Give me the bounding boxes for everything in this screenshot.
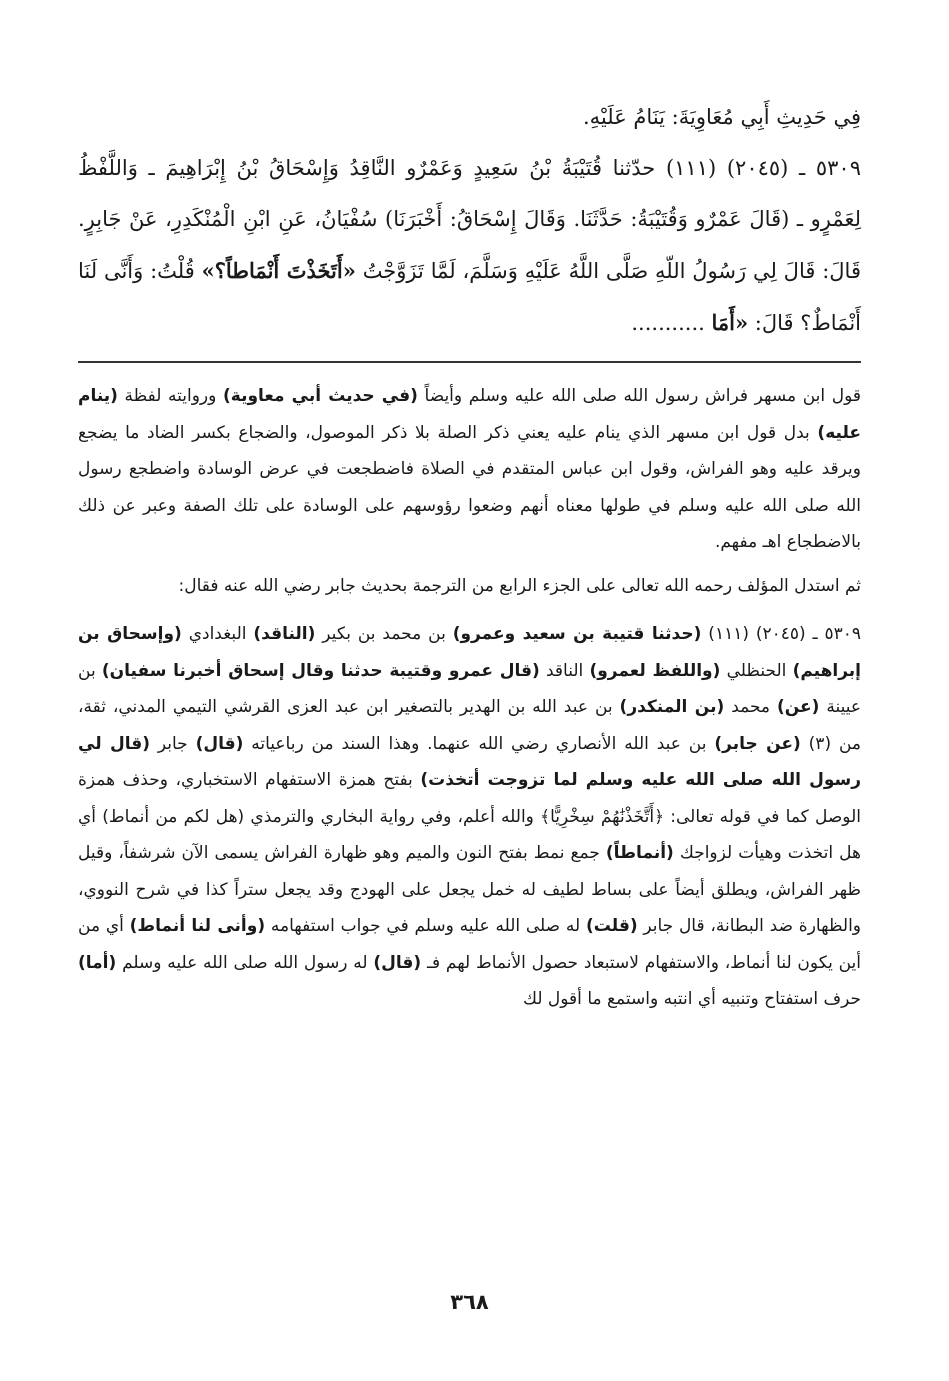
commentary-block — [78, 378, 861, 1018]
text-segment: قول ابن مسهر فراش رسول الله صلى الله عليه وسلم وأيضاً — [417, 386, 861, 406]
hadith-bold-quote-2: «أَمَا — [711, 310, 749, 335]
bold-segment: (قال) — [195, 733, 244, 754]
hadith-intro-line: فِي حَدِيثِ أَبِي مُعَاوِيَةَ: يَنَامُ عَلَيْهِ. — [582, 105, 861, 129]
hadith-ellipsis: ........... — [631, 311, 712, 335]
text-segment: الحنظلي — [720, 660, 793, 681]
bold-segment: (وأنى لنا أنماط) — [129, 916, 266, 936]
bold-segment: (قال لي رسول الله صلى الله عليه وسلم لما تزوجت أتخذت) — [78, 733, 861, 790]
commentary-paragraph-2 — [78, 568, 861, 605]
hadith-text-b: قُلْتُ: وَأَنَّى لَنَا أَنْمَاطٌ؟ قَالَ: — [78, 259, 861, 335]
text-segment: بن عبد الله بن الهدير بالتصغير ابن عبد العزى القرشي التيمي المدني، ثقة، من (٣) — [78, 697, 861, 754]
text-segment: حرف استفتاح وتنبيه أي انتبه واستمع ما أقول لك — [523, 989, 861, 1009]
bold-segment: (الناقد) — [253, 624, 316, 644]
bold-segment: (قال عمرو وقتيبة حدثنا وقال إسحاق أخبرنا سفيان) — [101, 660, 540, 681]
bold-segment: (قال) — [373, 952, 422, 973]
text-segment: له رسول الله صلى الله عليه وسلم — [116, 952, 374, 973]
text-segment: جابر — [150, 733, 196, 754]
hadith-paragraph — [78, 143, 861, 349]
text-segment: بدل قول ابن مسهر الذي ينام عليه يعني ذكر الصلة بلا ذكر الموصول، والضجاع بكسر الضاد ما يضجع ويرقد عليه وهو الفراش، وقول ابن عباس المتقدم في الصلاة فاضطجعت في عرض الوسادة واضطجع رسول الله صلى الله عليه وسلم في طولها معناه أنهم وضعوا رؤوسهم على الوسادة على تلك الصفة وعبر عن ذلك بالاضطجاع اهـ مفهم. — [78, 422, 861, 552]
text-segment: محمد — [724, 697, 777, 717]
text-segment: بن عيينة — [78, 660, 861, 717]
bold-segment: (وإسحاق بن إبراهيم) — [78, 624, 862, 681]
bold-segment: (عن) — [776, 697, 820, 717]
text-segment: الناقد — [539, 660, 590, 681]
text-segment: بن محمد بن بكير — [315, 624, 453, 644]
page-number: ٣٦٨ — [450, 1290, 489, 1314]
bold-segment: (أنماطاً) — [605, 843, 674, 863]
commentary-paragraph-1 — [78, 378, 861, 561]
bold-segment: (بن المنكدر) — [619, 697, 725, 717]
text-segment: ٥٣٠٩ ـ (٢٠٤٥) (١١١) — [701, 624, 861, 644]
bold-segment: (حدثنا قتيبة بن سعيد وعمرو) — [452, 624, 702, 644]
bold-segment: (واللفظ لعمرو) — [589, 660, 721, 681]
hadith-bold-quote-1: «أَتَخَذْتَ أَنْمَاطاً؟» — [201, 258, 356, 283]
book-page — [78, 0, 861, 1381]
bold-segment: (عن جابر) — [714, 733, 801, 754]
hadith-text-block — [78, 92, 861, 349]
hadith-text-a: ٥٣٠٩ ـ (٢٠٤٥) (١١١) حدّثنا قُتَيْبَةُ بْنُ سَعِيدٍ وَعَمْرٌو النَّاقِدُ وَإِسْحَاقُ بْنُ إِبْرَاهِيمَ ـ وَاللَّفْظُ لِعَمْرٍو ـ (قَالَ عَمْرٌو وَقُتَيْبَةُ: حَدَّثَنَا. وَقَالَ إِسْحَاقُ: أَخْبَرَنَا) سُفْيَانُ، عَنِ ابْنِ الْمُنْكَدِرِ، عَنْ جَابِرٍ. قَالَ: قَالَ لِي رَسُولُ اللّهِ صَلَّى اللَّهُ عَلَيْهِ وَسَلَّمَ، لَمَّا تَزَوَّجْتُ — [78, 156, 861, 283]
bold-segment: (قلت) — [585, 916, 638, 936]
text-segment: جمع نمط بفتح النون والميم وهو ظهارة الفراش يسمى الآن شرشفاً، وقيل ظهر الفراش، ويطلق أيضاً على بساط لطيف له خمل يجعل على الهودج وقد يجعل ستراً كذا في شرح النووي، والظهارة ضد البطانة، قال جابر — [78, 843, 861, 936]
bold-segment: (أما) — [78, 952, 117, 973]
text-segment: له صلى الله عليه وسلم في جواب استفهامه — [265, 916, 586, 936]
text-segment: ثم استدل المؤلف رحمه الله تعالى على الجزء الرابع من الترجمة بحديث جابر رضي الله عنه فقال: — [178, 575, 861, 596]
commentary-paragraph-3 — [78, 616, 861, 1018]
bold-segment: (ينام عليه) — [78, 386, 861, 443]
text-segment: أي من أين يكون لنا أنماط، والاستفهام لاستبعاد حصول الأنماط لهم فـ — [78, 916, 861, 973]
text-segment: البغدادي — [181, 624, 254, 644]
text-segment: بن عبد الله الأنصاري رضي الله عنهما. وهذا السند من رباعياته — [243, 733, 715, 754]
footnote-divider — [78, 361, 861, 363]
text-segment: بفتح همزة الاستفهام الاستخباري، وحذف همزة الوصل كما في قوله تعالى: ﴿أَتَّخَذْنَٰهُمْ سِخْرِيًّا﴾ والله أعلم، وفي رواية البخاري والترمذي (هل لكم من أنماط) أي هل اتخذت وهيأت لزواجك — [78, 770, 861, 863]
bold-segment: (في حديث أبي معاوية) — [222, 386, 418, 406]
text-segment: وروايته لفظة — [117, 386, 223, 406]
